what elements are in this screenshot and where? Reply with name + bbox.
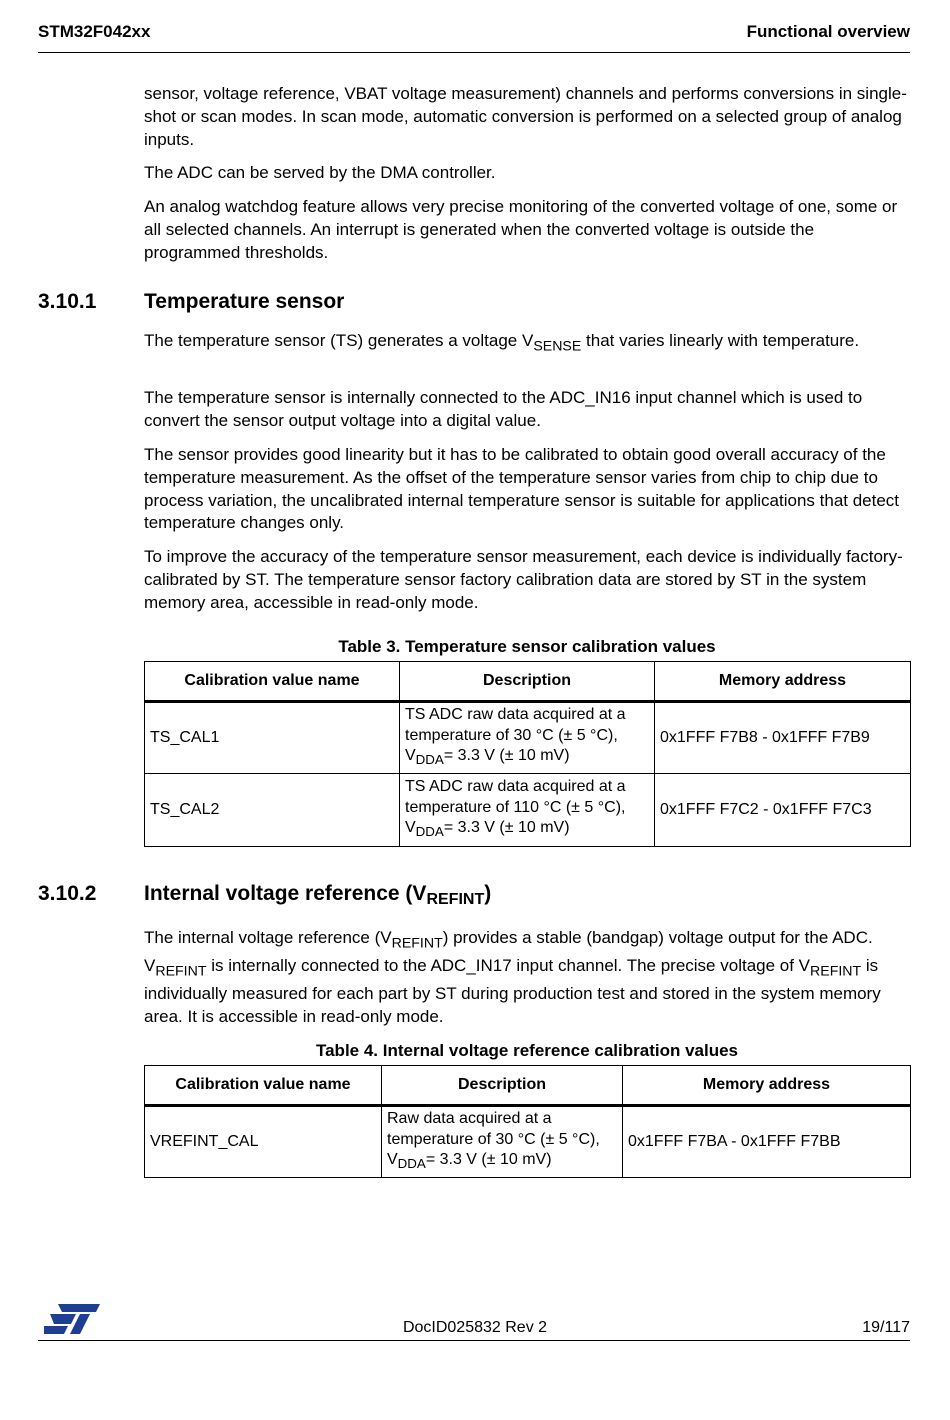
section-number: 3.10.2 <box>38 882 97 905</box>
table-row <box>145 1106 911 1178</box>
section-title: Internal voltage reference $(V_{REFINT})$ <box>144 882 492 908</box>
ts-paragraph-3: The sensor provides good linearity but it has to be calibrated to obtain good overall accuracy of the temperature measurement. As the offset of the temperature sensor varies from chip to chip due to process variation, the uncalibrated internal temperature sensor is suitable for applications that detect temperature changes only. <box>144 445 900 533</box>
doc-part-number: STM32F042xx <box>38 22 151 41</box>
table-header-row <box>145 662 911 702</box>
subscript: SENSE <box>533 338 582 355</box>
intro-paragraph-3: An analog watchdog feature allows very precise monitoring of the converted voltage of one, some or all selected channels. An interrupt is generated when the converted voltage is outside the programmed thresholds. <box>144 197 898 262</box>
intro-paragraph-1: sensor, voltage reference, VBAT voltage measurement) channels and performs conversions in single-shot or scan modes. In scan mode, automatic conversion is performed on a selected group of analog inputs. <box>144 84 907 149</box>
description-cell: TS ADC raw data acquired at a temperature of 30 °C (± 5 °C), $V_{DDA}= 3.3$ V (± 10 mV) <box>400 702 655 774</box>
footer-rule <box>38 1340 910 1341</box>
memory-address-cell: 0x1FFF F7BA - 0x1FFF F7BB <box>623 1106 911 1178</box>
page-number: 19/117 <box>862 1319 910 1336</box>
doc-id: DocID025832 Rev 2 <box>402 1319 548 1336</box>
calibration-name-cell: TS_CAL2 <box>145 774 400 847</box>
table-3 <box>144 661 911 847</box>
ts-paragraph-2: The temperature sensor is internally connected to the ADC_IN16 input channel which is used to convert the sensor output voltage into a digital value. <box>144 388 863 430</box>
table-4 <box>144 1065 911 1178</box>
column-header: Description <box>382 1066 623 1106</box>
chapter-title: Functional overview <box>746 22 910 41</box>
memory-address-cell: 0x1FFF F7C2 - 0x1FFF F7C3 <box>655 774 911 847</box>
header-rule <box>38 52 910 53</box>
column-header: Memory address <box>655 662 911 702</box>
intro-paragraph-2: The ADC can be served by the DMA controller. <box>144 163 496 182</box>
ts-paragraph-1: The temperature sensor (TS) generates a voltage $V_{SENSE}$ that varies linearly with temperature. <box>144 331 860 355</box>
column-header: Description <box>400 662 655 702</box>
table-row <box>145 774 911 847</box>
column-header: Calibration value name <box>145 1066 382 1106</box>
table-row <box>145 702 911 774</box>
table-3-caption: Table 3. Temperature sensor calibration values <box>338 637 716 656</box>
ts-paragraph-4: To improve the accuracy of the temperature sensor measurement, each device is individually factory-calibrated by ST. The temperature sensor factory calibration data are stored by ST in the system memory area, accessible in read-only mode. <box>144 547 903 612</box>
calibration-name-cell: VREFINT_CAL <box>145 1106 382 1178</box>
vrefint-paragraph: The internal voltage reference $(V_{REFINT})$ provides a stable (bandgap) voltage output for the ADC. $V_{REFINT}$ is internally connected to the ADC_IN17 input channel. The precise voltage of $V_{REFINT}$ is individually measured for each part by ST during production test and stored in the system memory area. It is accessible in read-only mode. <box>144 928 881 1027</box>
column-header: Memory address <box>623 1066 911 1106</box>
description-cell: Raw data acquired at a temperature of 30 °C (± 5 °C), $V_{DDA}= 3.3$ V (± 10 mV) <box>382 1106 623 1178</box>
memory-address-cell: 0x1FFF F7B8 - 0x1FFF F7B9 <box>655 702 911 774</box>
calibration-name-cell: TS_CAL1 <box>145 702 400 774</box>
section-title: Temperature sensor <box>144 290 345 313</box>
section-number: 3.10.1 <box>38 290 97 313</box>
table-header-row <box>145 1066 911 1106</box>
description-cell: TS ADC raw data acquired at a temperature of 110 °C (± 5 °C), $V_{DDA}= 3.3$ V (± 10 mV) <box>400 774 655 847</box>
column-header: Calibration value name <box>145 662 400 702</box>
table-4-caption: Table 4. Internal voltage reference calibration values <box>315 1041 738 1060</box>
